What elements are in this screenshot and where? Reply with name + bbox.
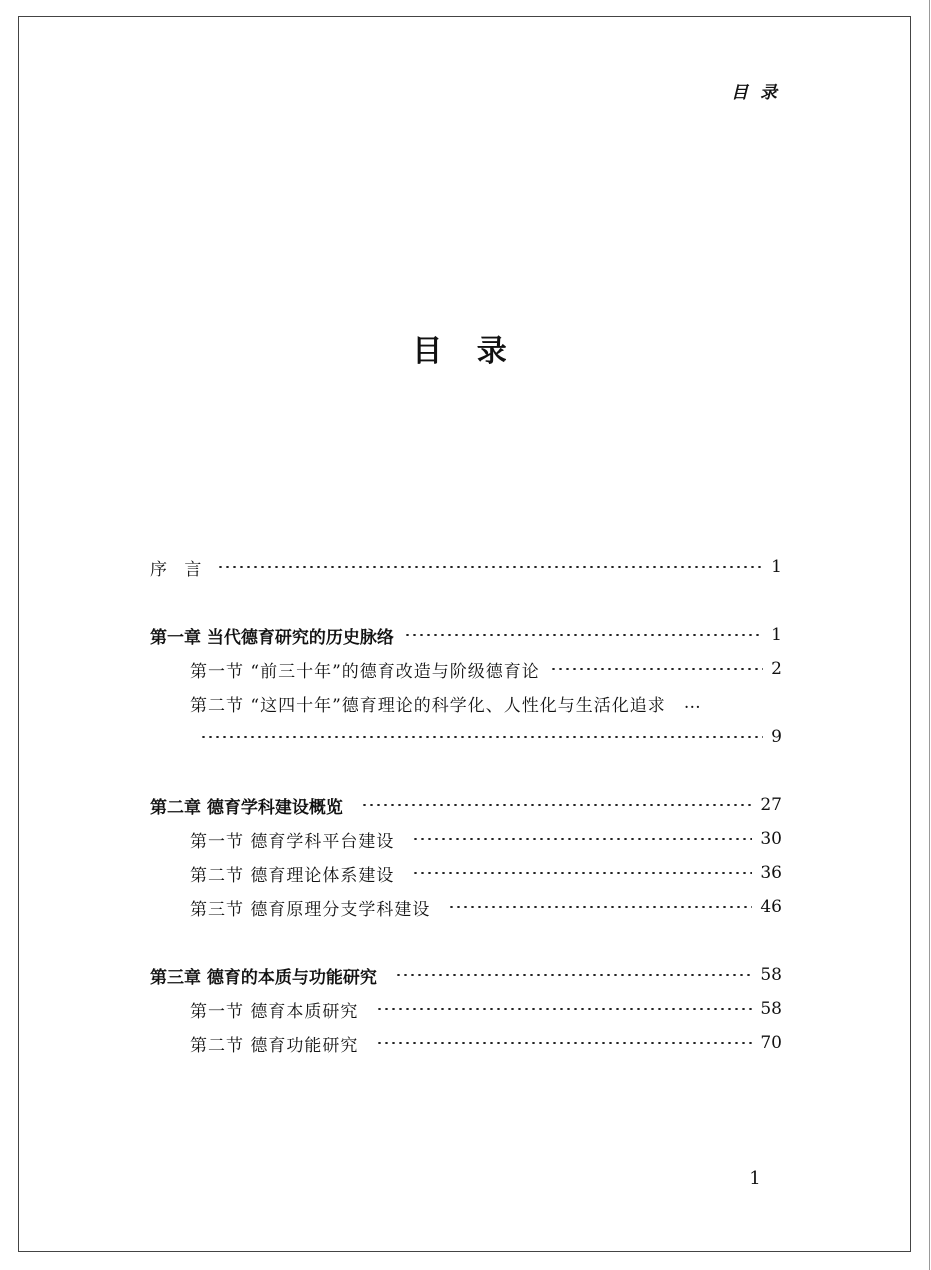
toc-page-number: 46	[760, 897, 782, 917]
toc-page-number: 27	[760, 795, 782, 815]
toc-entry-chapter-1-section-1[interactable]	[190, 656, 782, 682]
scan-edge-line	[929, 0, 930, 1270]
toc-entry-chapter-3[interactable]	[150, 962, 782, 988]
toc-page-number: 1	[771, 625, 782, 645]
toc-entry-chapter-3-section-1[interactable]	[190, 996, 782, 1022]
toc-entry-label: 第二节 德育功能研究	[190, 1035, 359, 1056]
toc-entry-label: 第三节 德育原理分支学科建设	[190, 899, 431, 920]
toc-leader-dots	[448, 906, 752, 908]
toc-entry-preface[interactable]	[150, 554, 782, 580]
toc-entry-label: 第一节 德育本质研究	[190, 1001, 359, 1022]
toc-entry-chapter-2-section-1[interactable]	[190, 826, 782, 852]
toc-entry-label: 第一章 当代德育研究的历史脉络	[150, 627, 394, 648]
toc-entry-label: 第二节 “这四十年”德育理论的科学化、人性化与生活化追求	[190, 695, 666, 716]
toc-page-number: 1	[771, 557, 782, 577]
toc-entry-label: 第二节 德育理论体系建设	[190, 865, 395, 886]
toc-entry-chapter-1-section-2-continued[interactable]	[200, 724, 782, 750]
toc-leader-dots	[412, 838, 752, 840]
footer-page-number: 1	[749, 1168, 761, 1189]
toc-leader-dots	[550, 668, 763, 670]
toc-page-number: 2	[771, 659, 782, 679]
toc-leader-dots	[395, 974, 752, 976]
toc-entry-label: 第二章 德育学科建设概览	[150, 797, 343, 818]
toc-leader-dots	[361, 804, 752, 806]
toc-leader-dots	[376, 1008, 752, 1010]
toc-leader-dots	[376, 1042, 752, 1044]
toc-entry-label: 第三章 德育的本质与功能研究	[150, 967, 377, 988]
toc-page-number: 9	[771, 727, 782, 747]
toc-entry-label: 第一节 “前三十年”的德育改造与阶级德育论	[190, 661, 540, 682]
toc-entry-chapter-3-section-2[interactable]	[190, 1030, 782, 1056]
toc-page-number: 36	[760, 863, 782, 883]
toc-page-number: 70	[760, 1033, 782, 1053]
toc-entry-chapter-1[interactable]	[150, 622, 782, 648]
toc-leader-dots	[200, 736, 763, 738]
toc-page-number: 58	[760, 999, 782, 1019]
toc-entry-chapter-1-section-2[interactable]	[190, 690, 782, 716]
toc-page-number: 58	[760, 965, 782, 985]
toc-leader-dots	[217, 566, 763, 568]
running-header: 目 录	[731, 83, 780, 103]
toc-leader-dots	[404, 634, 763, 636]
toc-leader-ellipsis: …	[683, 693, 701, 713]
toc-entry-label: 第一节 德育学科平台建设	[190, 831, 395, 852]
toc-entry-chapter-2-section-3[interactable]	[190, 894, 782, 920]
toc-leader-dots	[412, 872, 752, 874]
toc-entry-chapter-2[interactable]	[150, 792, 782, 818]
toc-page-number: 30	[760, 829, 782, 849]
toc-entry-chapter-2-section-2[interactable]	[190, 860, 782, 886]
toc-entry-label: 序 言	[150, 559, 208, 580]
page-title: 目 录	[412, 334, 519, 369]
